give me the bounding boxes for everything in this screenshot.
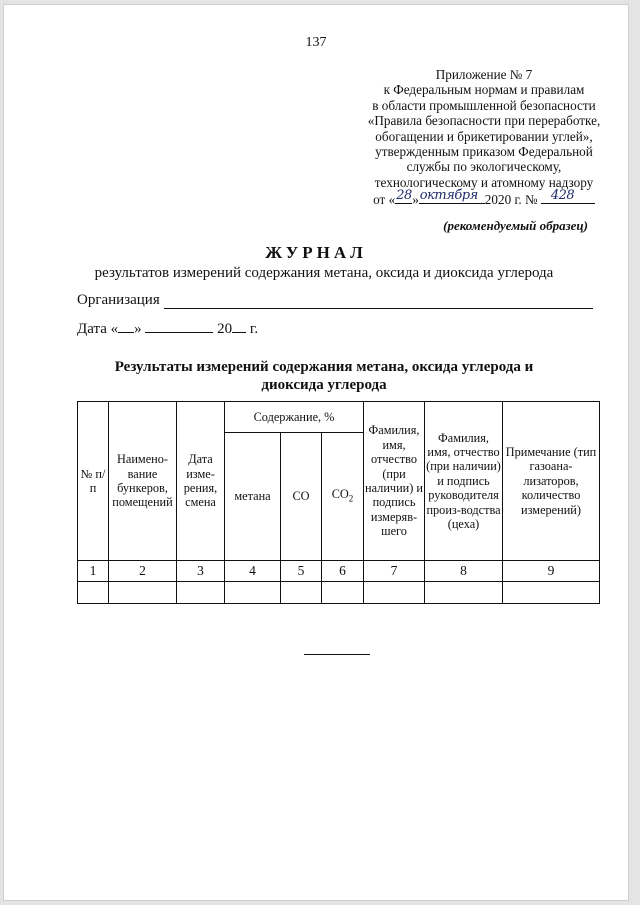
column-number: 2 (109, 561, 177, 582)
date-year-suffix: г. (249, 321, 259, 337)
appendix-line: «Правила безопасности при переработке, (367, 113, 601, 129)
co2-base: CO (331, 487, 349, 502)
empty-data-row (78, 582, 600, 604)
date-year-prefix: 20 (217, 321, 233, 337)
order-date-prefix: от « (373, 192, 396, 208)
end-rule (304, 654, 370, 655)
date-day-blank (118, 320, 134, 333)
header-num: № п/п (78, 402, 109, 561)
results-title: Результаты измерений содержания метана, оксида углерода и диоксида углерода (114, 359, 534, 393)
column-number: 9 (503, 561, 600, 582)
header-date: Дата изме-рения, смена (177, 402, 225, 561)
column-number: 8 (425, 561, 503, 582)
header-methane: метана (225, 433, 281, 561)
column-number: 6 (322, 561, 364, 582)
journal-title: ЖУРНАЛ (265, 243, 367, 262)
order-year: 2020 г. № (484, 192, 538, 208)
date-month-blank (145, 320, 213, 333)
handwritten-number: 428 (550, 187, 575, 203)
sample-note: (рекомендуемый образец) (443, 218, 588, 233)
empty-cell (78, 582, 109, 604)
header-manager: Фамилия, имя, отчество (при наличии) и подпись руководителя произ-водства (цеха) (425, 402, 503, 561)
co2-subscript: 2 (348, 493, 354, 504)
header-measurer: Фамилия, имя, отчество (при наличии) и подпись измеряв-шего (364, 402, 425, 561)
header-name: Наимено-вание бункеров, помещений (109, 402, 177, 561)
handwritten-day: 28 (396, 187, 412, 203)
journal-subtitle: результатов измерений содержания метана, оксида и диоксида углерода (94, 265, 554, 281)
empty-cell (177, 582, 225, 604)
empty-cell (109, 582, 177, 604)
column-number: 5 (281, 561, 322, 582)
order-date-mid: » (412, 192, 419, 208)
header-co2 (322, 433, 364, 561)
column-number: 4 (225, 561, 281, 582)
appendix-line: технологическому и атомному надзору (374, 174, 594, 190)
date-close-quote: » (134, 321, 142, 337)
empty-cell (425, 582, 503, 604)
appendix-line: Приложение № 7 (435, 67, 533, 82)
date-year-blank (232, 320, 246, 333)
column-number: 7 (364, 561, 425, 582)
day-field (395, 187, 412, 204)
date-label: Дата « (77, 321, 119, 337)
empty-cell (364, 582, 425, 604)
order-number-field (541, 187, 595, 204)
empty-cell (322, 582, 364, 604)
column-number-row (78, 561, 600, 582)
empty-cell (281, 582, 322, 604)
order-date-line (334, 187, 634, 208)
appendix-line: обогащении и брикетировании углей», (375, 128, 593, 144)
appendix-line: службы по экологическому, (406, 159, 562, 175)
page-number: 137 (305, 35, 327, 50)
handwritten-month: октября (419, 187, 478, 203)
header-co: CO (281, 433, 322, 561)
appendix-line: к Федеральным нормам и правилам (383, 82, 585, 98)
month-field (419, 187, 485, 204)
header-content: Содержание, % (225, 402, 364, 433)
column-number: 1 (78, 561, 109, 582)
date-field (77, 320, 258, 338)
appendix-block (334, 67, 634, 208)
organization-field-line (164, 308, 593, 309)
header-note: Примечание (тип газоана-лизаторов, количество измерений) (503, 402, 600, 561)
measurements-table (77, 401, 600, 604)
appendix-line: утвержденным приказом Федеральной (375, 144, 593, 160)
column-number: 3 (177, 561, 225, 582)
document-page (3, 4, 629, 901)
empty-cell (503, 582, 600, 604)
empty-cell (225, 582, 281, 604)
organization-label: Организация (77, 292, 160, 308)
appendix-line: в области промышленной безопасности (372, 97, 596, 113)
